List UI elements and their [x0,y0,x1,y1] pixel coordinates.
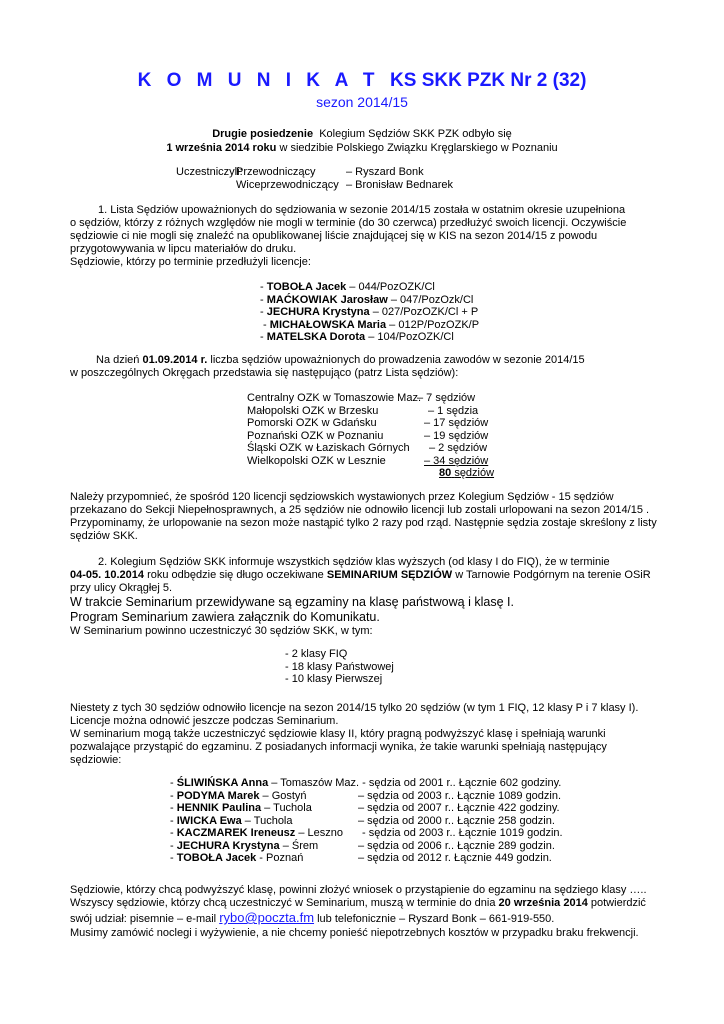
attendee-role-1: Przewodniczący [236,166,316,178]
list-item: - ŚLIWIŃSKA Anna – Tomaszów Maz. - sędzia od 2001 r.. Łącznie 602 godziny. [170,777,562,789]
total-row: 80 sędziów [439,467,495,479]
attendee-name-1: – Ryszard Bonk [346,166,424,178]
list-item: - 2 klasy FIQ [285,648,348,660]
page-subtitle: sezon 2014/15 [316,94,408,110]
list-item: - JECHURA Krystyna – Śrem – sędzia od 2006 r.. Łącznie 289 godzin. [170,839,555,852]
table-row: Centralny OZK w Tomaszowie Maz.– 7 sędziów [247,392,476,404]
intro-line-2: 1 września 2014 roku w siedzibie Polskiego Związku Kręglarskiego w Poznaniu [166,142,558,154]
list-item: - MATELSKA Dorota – 104/PozOZK/Cl [260,331,454,343]
title-spaced: K O M U N I K A T [137,70,380,91]
section2-paragraph-2: Niestety z tych 30 sędziów odnowiło licencje na sezon 2014/15 tylko 20 sędziów (w tym 1 FIQ, 12 klasy P i 7 klasy I). Licencje można odnowić jeszcze podczas Seminarium. W seminarium mogą także uczestniczyć sędziowie klasy II, który pragną podwyższyć klasę i spełniają warunki pozwalające przystąpić do egzaminu. Z posiadanych informacji wynika, że takie warunki spełniają następujący sędziowie: [70,702,639,766]
title-rest: KS SKK PZK Nr 2 (32) [390,70,587,91]
email-link[interactable]: rybo@poczta.fm [219,910,315,925]
table-row: Wielkopolski OZK w Lesznie – 34 sędziów [247,454,489,467]
section1-paragraph-1: 1. Lista Sędziów upoważnionych do sędziowania w sezonie 2014/15 została w ostatnim okresie uzupełniona o sędziów, którzy z różnych względów nie mogli w terminie (do 30 czerwca) przedłużyć swoich licencji. Oczywiście sędziowie ci nie mogli się znaleźć na opublikowanej liście znajdującej się w KIS na sezon 2014/15 z powodu przygotowywania w lipcu materiałów do druku. Sędziowie, którzy po terminie przedłużyli licencje: [70,204,627,268]
attendees-label: Uczestniczyli: [176,166,243,178]
intro-line-1: Drugie posiedzenie Kolegium Sędziów SKK PZK odbyło się [212,128,512,140]
table-row: Śląski OZK w Łaziskach Górnych – 2 sędziów [247,442,488,454]
list-item: - KACZMAREK Ireneusz – Leszno - sędzia od 2003 r.. Łącznie 1019 godzin. [170,827,563,839]
candidates-list [170,777,563,865]
section1-paragraph-3: Należy przypomnieć, że spośród 120 licencji sędziowskich wystawionych przez Kolegium Sędziów - 15 sędziów przekazano do Sekcji Niepełnosprawnych, a 25 sędziów nie odnowiło licencji lub zostali urlopowani na sezon 2014/15 . Przypominamy, że urlopowanie na sezon może nastąpić tylko 2 razy pod rząd. Następnie sędzia zostaje skreślony z listy sędziów SKK. [70,491,657,542]
attendee-name-2: – Bronisław Bednarek [346,179,454,191]
table-row: Małopolski OZK w Brzesku – 1 sędzia [247,404,479,417]
list-item: - IWICKA Ewa – Tuchola – sędzia od 2000 r.. Łącznie 258 godzin. [170,814,555,827]
list-item: - MICHAŁOWSKA Maria – 012P/PozOZK/P [260,318,480,331]
attendee-role-2: Wiceprzewodniczący [236,179,339,191]
list-item: - TOBOŁA Jacek - Poznań – sędzia od 2012 r. Łącznie 449 godzin. [170,852,552,864]
list-item: - HENNIK Paulina – Tuchola – sędzia od 2007 r.. Łącznie 422 godziny. [170,802,560,814]
list-item: - 10 klasy Pierwszej [285,673,383,685]
list-item: - 18 klasy Państwowej [285,660,394,673]
seminar-quota-list [285,648,394,686]
page-title [0,70,724,92]
list-item: - TOBOŁA Jacek – 044/PozOZK/Cl [260,281,435,293]
list-item: - JECHURA Krystyna – 027/PozOZK/Cl + P [260,306,479,318]
section2-paragraph-1: 2. Kolegium Sędziów SKK informuje wszystkich sędziów klas wyższych (od klasy I do FIQ), że w terminie 04-05. 10.2014 roku odbędzie się długo oczekiwane SEMINARIUM SĘDZIÓW w Tarnowie Podgórnym na terenie OSiR przy ulicy Okrągłej 5. W trakcie Seminarium przewidywane są egzaminy na klasę państwową i klasę I. Program Seminarium zawiera załącznik do Komunikatu. W Seminarium powinno uczestniczyć 30 sędziów SKK, w tym: [70,556,651,637]
table-row: Pomorski OZK w Gdańsku – 17 sędziów [247,417,489,429]
list-item: - MAĆKOWIAK Jarosław – 047/PozOzk/Cl [260,293,474,306]
table-row: Poznański OZK w Poznaniu – 19 sędziów [247,429,489,442]
districts-table [247,392,494,480]
list-item: - PODYMA Marek – Gostyń – sędzia od 2003 r.. Łącznie 1089 godzin. [170,789,562,802]
renewed-licenses-list [260,281,479,344]
section1-paragraph-2: Na dzień 01.09.2014 r. liczba sędziów upoważnionych do prowadzenia zawodów w sezonie 2014/15 w poszczególnych Okręgach przedstawia się następująco (patrz Lista sędziów): [70,354,585,379]
section2-footer: Sędziowie, którzy chcą podwyższyć klasę, powinni złożyć wniosek o przystąpienie do egzaminu na sędziego klasy ….. Wszyscy sędziowie, którzy chcą uczestniczyć w Seminarium, muszą w terminie do dnia 20 września 2014 potwierdzić swój udział: pisemnie – e-mail rybo@poczta.fm lub telefonicznie – Ryszard Bonk – 661-919-550. Musimy zamówić noclegi i wyżywienie, a nie chcemy ponieść niepotrzebnych kosztów w przypadku braku frekwencji. [70,884,647,939]
